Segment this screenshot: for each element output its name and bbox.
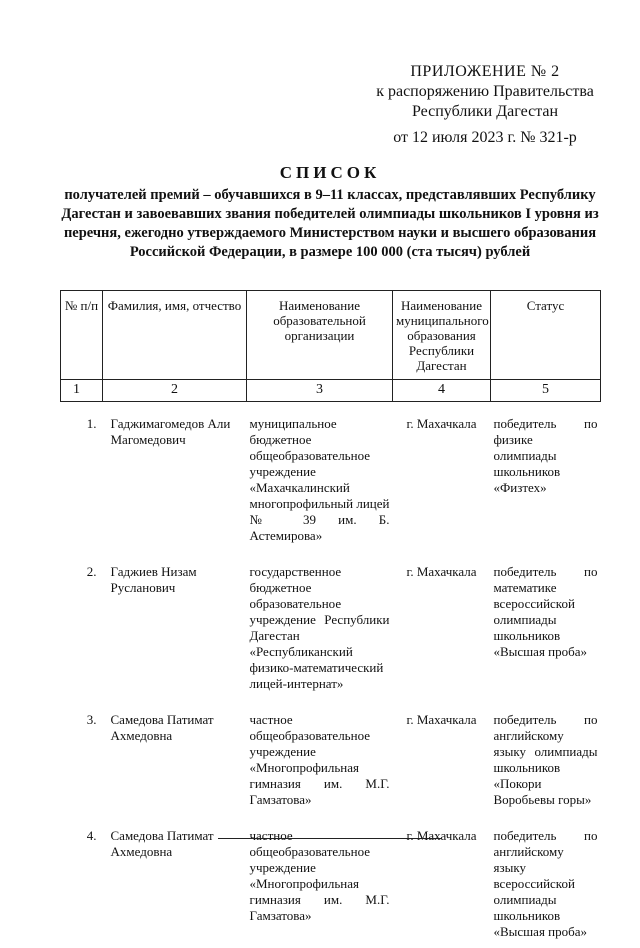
organization-name: муниципальное бюджетное общеобразовательное учреждение «Махачкалинский многопрофильный лицей № 39 им. Б. Астемирова» [249, 416, 390, 543]
row-number: 3. [86, 712, 97, 727]
end-divider-line [218, 838, 442, 839]
appendix-date-line: от 12 июля 2023 г. № 321-р [393, 129, 577, 146]
appendix-title: ПРИЛОЖЕНИЕ № 2 [410, 63, 560, 80]
table-header-row [61, 291, 601, 380]
list-title: СПИСОК [279, 163, 381, 182]
organization-name: частное общеобразовательное учреждение «Многопрофильная гимназия им. М.Г. Гамзатова» [249, 712, 390, 807]
municipality-name: г. Махачкала [406, 712, 477, 727]
header-number: № п/п [61, 291, 103, 380]
table-row [61, 552, 601, 700]
row-number: 4. [86, 828, 97, 843]
column-number: 5 [491, 380, 601, 402]
row-number: 2. [86, 564, 97, 579]
row-number: 1. [86, 416, 97, 431]
status-text: победитель по английскому языку олимпиады школьников «Покори Воробьевы горы» [493, 712, 598, 807]
column-number-row [61, 380, 601, 402]
column-number: 1 [61, 380, 103, 402]
recipient-name: Гаджимагомедов Али Магомедович [110, 416, 231, 447]
status-text: победитель по английскому языку всероссийской олимпиады школьников «Высшая проба» [493, 828, 598, 939]
list-subtitle: получателей премий – обучавшихся в 9–11 классах, представлявших Республику Дагестан и завоевавших звания победителей олимпиады школьников I уровня из перечня, ежегодно утверждаемого Министерством науки и высшего образования Российской Федерации, в размере 100 000 (ста тысяч) рублей [61, 187, 599, 260]
recipient-name: Гаджиев Низам Русланович [110, 564, 197, 595]
header-municipality: Наименование муниципального образования Республики Дагестан [393, 291, 491, 380]
municipality-name: г. Махачкала [406, 564, 477, 579]
column-number: 4 [393, 380, 491, 402]
organization-name: частное общеобразовательное учреждение «Многопрофильная гимназия им. М.Г. Гамзатова» [249, 828, 390, 923]
appendix-decree-line: к распоряжению Правительства [376, 83, 594, 100]
column-number: 3 [247, 380, 393, 402]
appendix-republic-line: Республики Дагестан [411, 103, 559, 120]
recipient-name: Самедова Патимат Ахмедовна [110, 712, 214, 743]
table-row [61, 402, 601, 553]
organization-name: государственное бюджетное образовательное учреждение Республики Дагестан «Республиканский физико-математический лицей-интернат» [249, 564, 390, 691]
header-status: Статус [491, 291, 601, 380]
municipality-name: г. Махачкала [406, 828, 477, 843]
table-row [61, 700, 601, 816]
header-organization: Наименование образовательной организации [247, 291, 393, 380]
municipality-name: г. Махачкала [406, 416, 477, 431]
document-heading [60, 162, 600, 262]
column-number: 2 [103, 380, 247, 402]
recipients-table [60, 290, 601, 948]
recipient-name: Самедова Патимат Ахмедовна [110, 828, 214, 859]
status-text: победитель по математике всероссийской олимпиады школьников «Высшая проба» [493, 564, 598, 659]
header-name: Фамилия, имя, отчество [103, 291, 247, 380]
status-text: победитель по физике олимпиады школьников «Физтех» [493, 416, 598, 495]
table-row [61, 816, 601, 948]
appendix-block [360, 62, 610, 148]
